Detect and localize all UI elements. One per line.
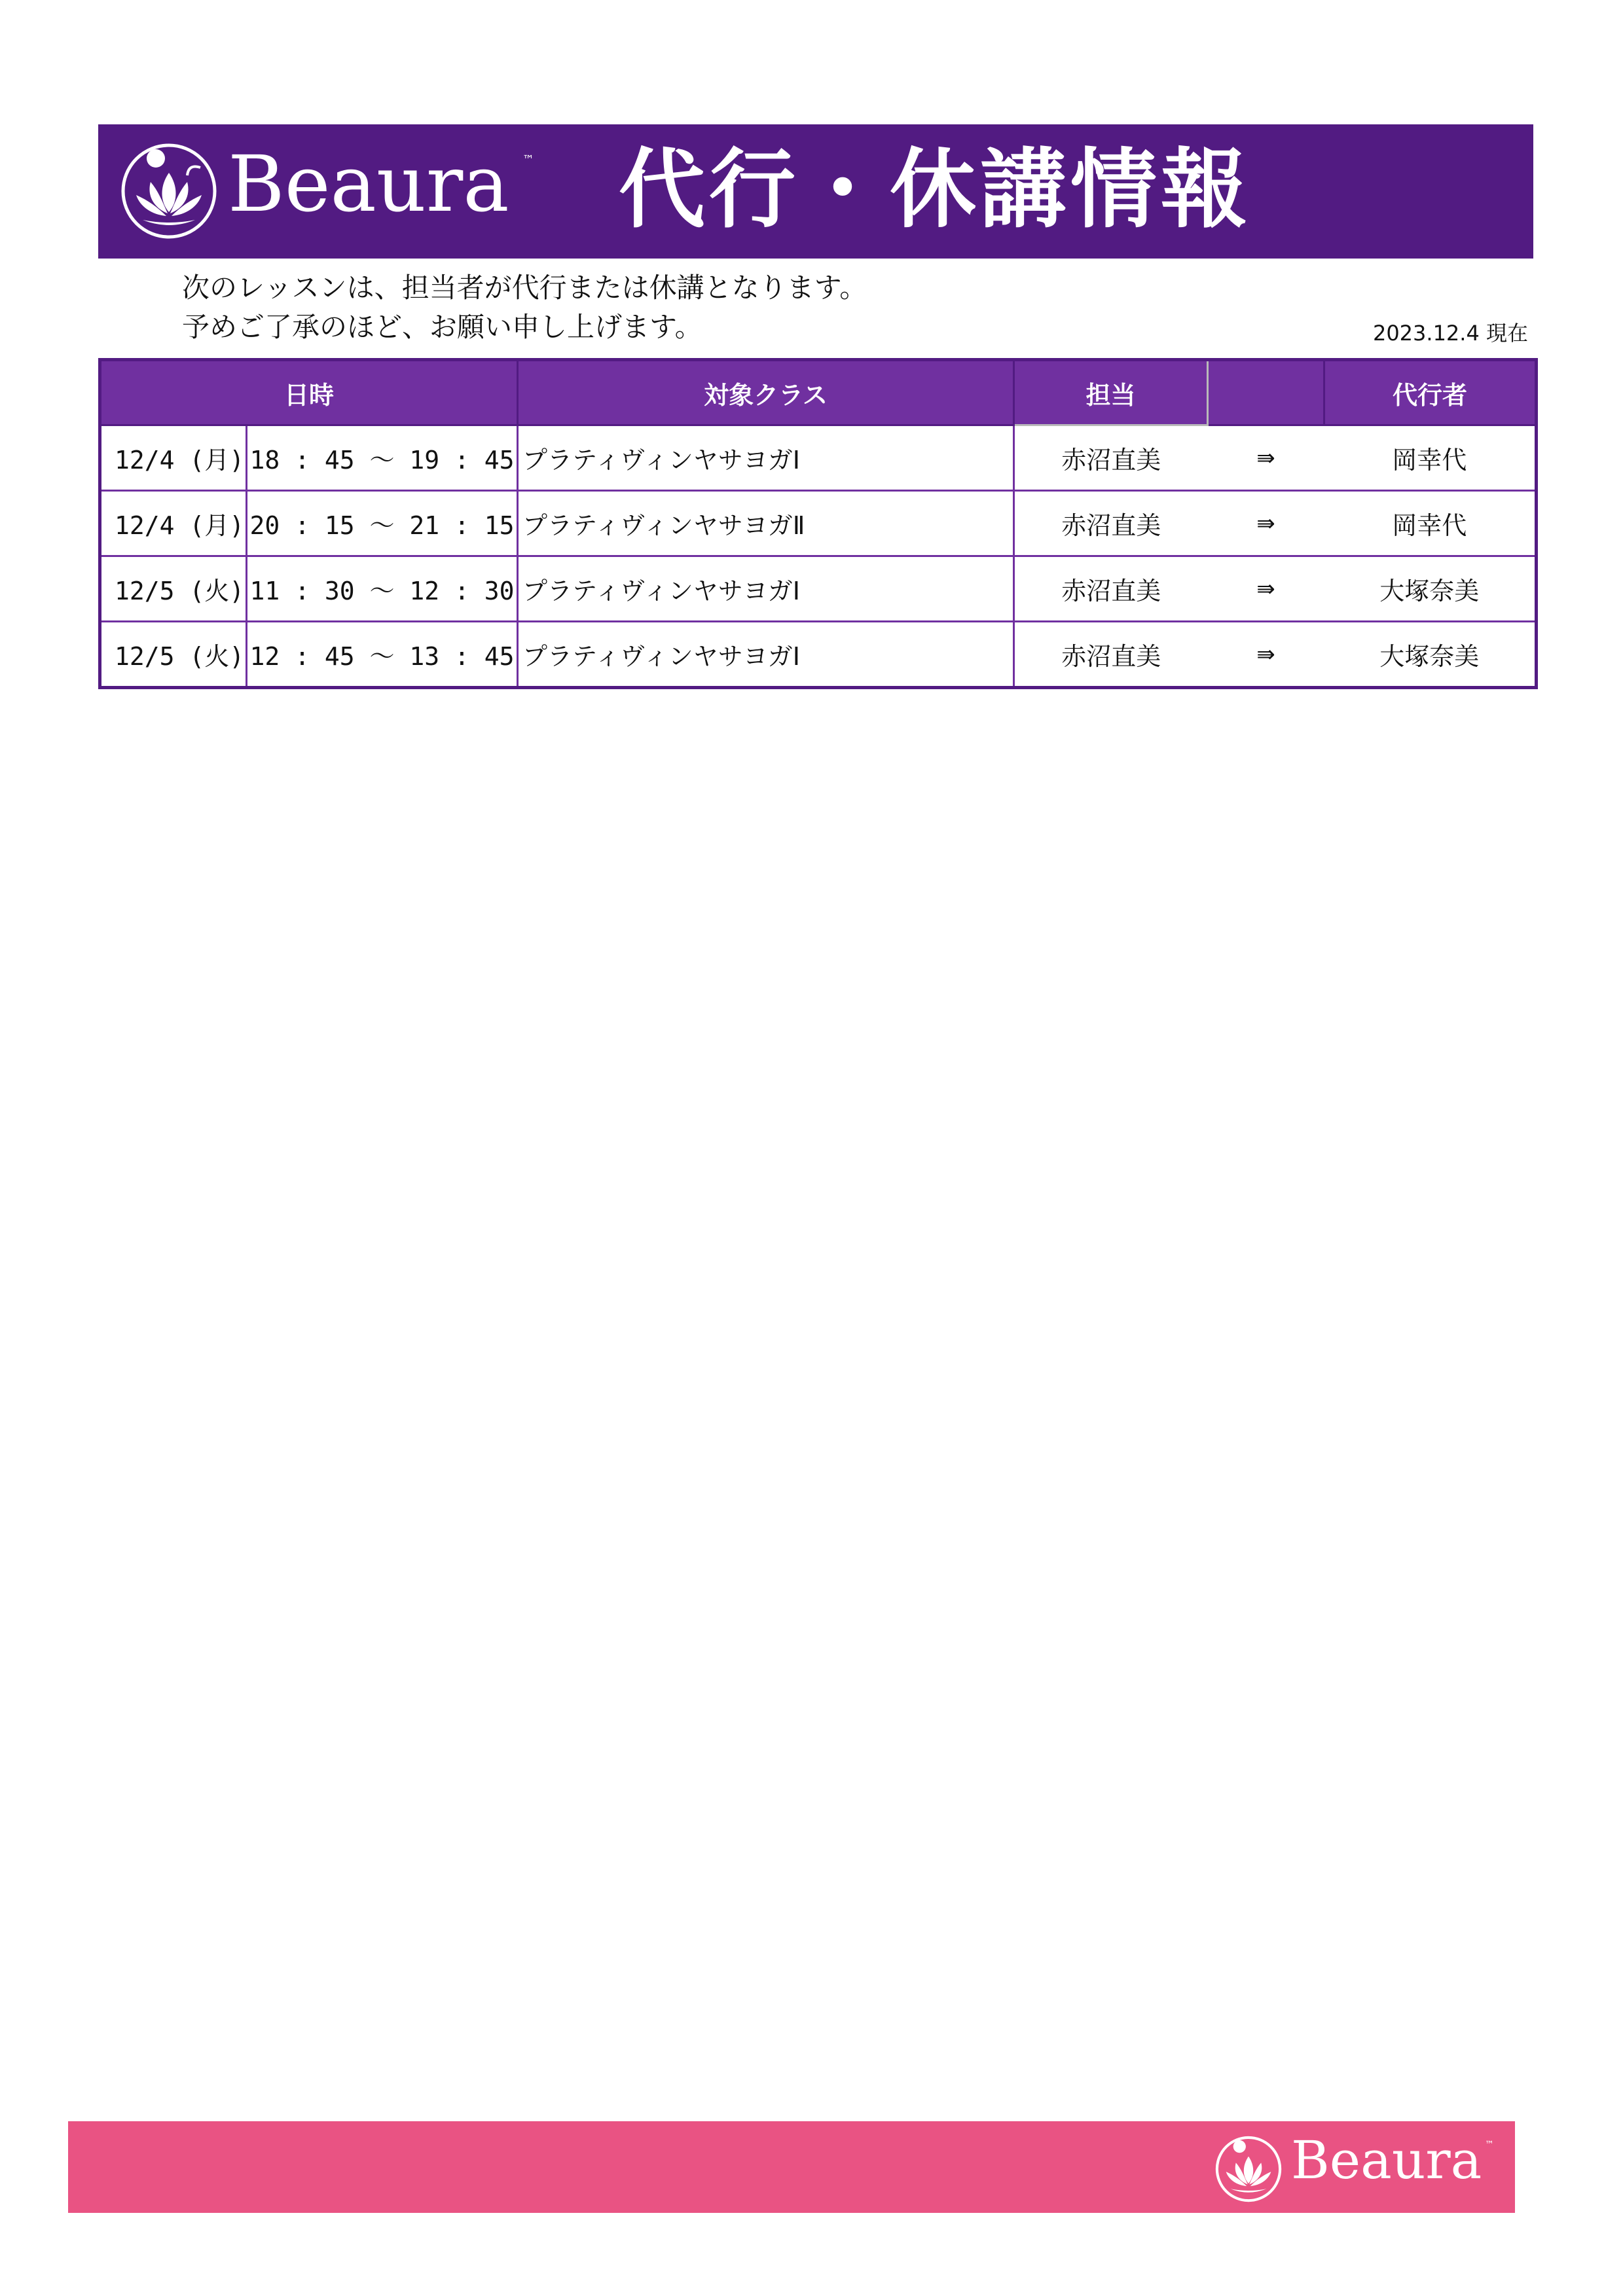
footer-banner bbox=[68, 2121, 1515, 2213]
intro-text bbox=[182, 268, 867, 347]
cell-substitute: 大塚奈美 bbox=[1324, 622, 1537, 688]
col-header-substitute: 代行者 bbox=[1324, 360, 1537, 425]
cell-arrow: ⇛ bbox=[1208, 491, 1324, 556]
cell-class: プラティヴィンヤサヨガⅠ bbox=[518, 425, 1014, 491]
col-header-arrow bbox=[1208, 360, 1324, 425]
cell-instructor: 赤沼直美 bbox=[1014, 491, 1208, 556]
col-header-class: 対象クラス bbox=[518, 360, 1014, 425]
cell-date: 12/4 (月) bbox=[100, 491, 247, 556]
cell-class: プラティヴィンヤサヨガⅠ bbox=[518, 622, 1014, 688]
brand-logo bbox=[117, 139, 534, 243]
brand-name: Beaura bbox=[228, 139, 509, 229]
cell-instructor: 赤沼直美 bbox=[1014, 556, 1208, 622]
footer-brand-name: Beaura bbox=[1291, 2130, 1482, 2191]
lotus-icon bbox=[1213, 2133, 1285, 2205]
cell-date: 12/5 (火) bbox=[100, 622, 247, 688]
header-banner bbox=[98, 124, 1533, 259]
col-header-instructor: 担当 bbox=[1014, 360, 1208, 425]
lotus-icon bbox=[117, 139, 221, 243]
cell-arrow: ⇛ bbox=[1208, 622, 1324, 688]
table-header-row bbox=[100, 360, 1537, 425]
cell-arrow: ⇛ bbox=[1208, 425, 1324, 491]
intro-line-1: 次のレッスンは、担当者が代行または休講となります。 bbox=[182, 272, 867, 304]
cell-substitute: 岡幸代 bbox=[1324, 425, 1537, 491]
table-row bbox=[100, 556, 1537, 622]
as-of-date: 2023.12.4 現在 bbox=[1372, 321, 1528, 346]
table-row bbox=[100, 425, 1537, 491]
cell-substitute: 岡幸代 bbox=[1324, 491, 1537, 556]
cell-instructor: 赤沼直美 bbox=[1014, 425, 1208, 491]
cell-date: 12/5 (火) bbox=[100, 556, 247, 622]
table-row bbox=[100, 622, 1537, 688]
intro-line-2: 予めご了承のほど、お願い申し上げます。 bbox=[182, 311, 702, 343]
cell-time: 18 : 45 〜 19 : 45 bbox=[247, 425, 518, 491]
schedule-table bbox=[98, 358, 1538, 689]
trademark: ™ bbox=[522, 153, 534, 167]
cell-instructor: 赤沼直美 bbox=[1014, 622, 1208, 688]
cell-time: 20 : 15 〜 21 : 15 bbox=[247, 491, 518, 556]
cell-time: 12 : 45 〜 13 : 45 bbox=[247, 622, 518, 688]
table-row bbox=[100, 491, 1537, 556]
cell-substitute: 大塚奈美 bbox=[1324, 556, 1537, 622]
cell-time: 11 : 30 〜 12 : 30 bbox=[247, 556, 518, 622]
col-header-datetime: 日時 bbox=[100, 360, 518, 425]
cell-arrow: ⇛ bbox=[1208, 556, 1324, 622]
cell-class: プラティヴィンヤサヨガⅠ bbox=[518, 556, 1014, 622]
footer-brand-logo bbox=[1213, 2130, 1501, 2205]
footer-trademark: ™ bbox=[1485, 2140, 1494, 2150]
page-title: 代行・休講情報 bbox=[619, 139, 1251, 240]
cell-date: 12/4 (月) bbox=[100, 425, 247, 491]
cell-class: プラティヴィンヤサヨガⅡ bbox=[518, 491, 1014, 556]
